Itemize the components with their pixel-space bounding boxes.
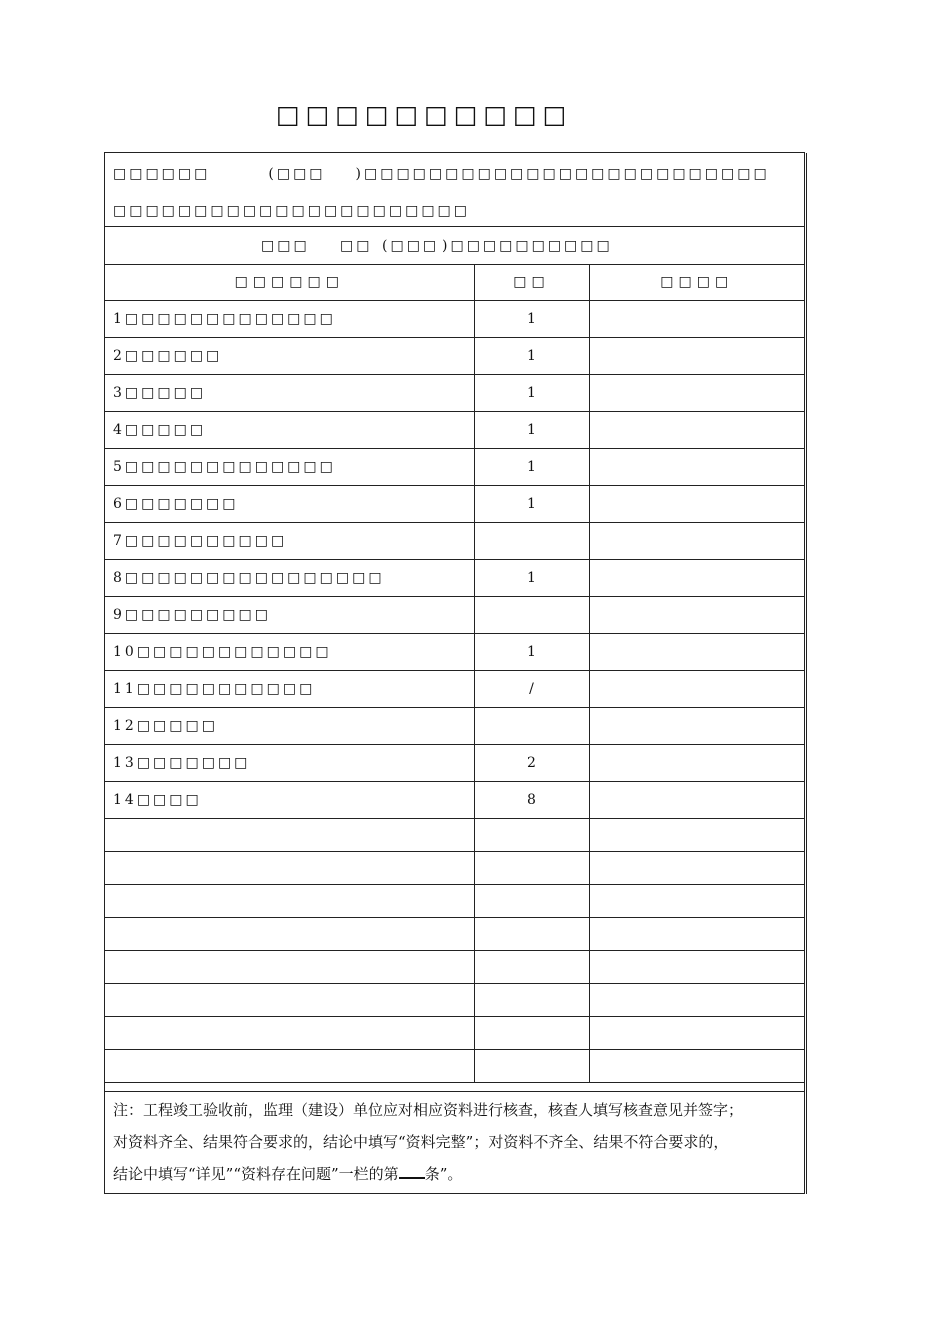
row-opinion-cell[interactable] (589, 375, 804, 412)
table-row (105, 523, 804, 560)
header-line-1-part-a: □□□□□□ (113, 166, 211, 182)
row-count-cell: 1 (474, 412, 589, 449)
empty-cell[interactable] (589, 819, 804, 852)
row-item-cell: 3□□□□□ (105, 375, 474, 412)
empty-cell[interactable] (589, 984, 804, 1017)
table-row (105, 671, 804, 708)
row-item-cell: 5□□□□□□□□□□□□□ (105, 449, 474, 486)
empty-cell[interactable] (589, 951, 804, 984)
row-opinion-cell[interactable] (589, 708, 804, 745)
subheader-part-a: □□□ (261, 238, 310, 254)
row-opinion-cell[interactable] (589, 671, 804, 708)
note-line-3-part-a: 结论中填写“详见”“资料存在问题”一栏的第 (113, 1165, 399, 1183)
empty-cell[interactable] (474, 918, 589, 951)
column-header-opinion: □□□□ (589, 264, 804, 301)
row-item-cell: 6□□□□□□□ (105, 486, 474, 523)
header-line-2: □□□□□□□□□□□□□□□□□□□□□□ (113, 203, 471, 219)
empty-cell[interactable] (589, 1050, 804, 1083)
table-row (105, 449, 804, 486)
row-item-cell: 4□□□□□ (105, 412, 474, 449)
empty-table-row (105, 1050, 804, 1083)
row-count-cell (474, 597, 589, 634)
empty-cell[interactable] (474, 1017, 589, 1050)
table-row (105, 560, 804, 597)
row-count-cell: 2 (474, 745, 589, 782)
empty-cell[interactable] (105, 918, 474, 951)
column-header-item: □□□□□□ (105, 264, 474, 301)
row-opinion-cell[interactable] (589, 634, 804, 671)
row-count-cell: 1 (474, 375, 589, 412)
row-item-cell: 10□□□□□□□□□□□□ (105, 634, 474, 671)
note-line-3 (113, 1158, 796, 1190)
table-row (105, 375, 804, 412)
row-count-cell: 8 (474, 782, 589, 819)
row-count-cell: 1 (474, 486, 589, 523)
subheader-part-d: )□□□□□□□□□□ (442, 238, 613, 254)
header-line-1 (113, 166, 770, 182)
note-line-2: 对资料齐全、结果符合要求的，结论中填写“资料完整”；对资料不齐全、结果不符合要求的， (113, 1133, 729, 1151)
empty-cell[interactable] (474, 984, 589, 1017)
row-count-cell: 1 (474, 338, 589, 375)
row-opinion-cell[interactable] (589, 338, 804, 375)
empty-cell[interactable] (105, 852, 474, 885)
empty-cell[interactable] (105, 984, 474, 1017)
table-row (105, 338, 804, 375)
row-item-cell: 1□□□□□□□□□□□□□ (105, 301, 474, 338)
row-count-cell: / (474, 671, 589, 708)
subheader-part-b: □□ (340, 238, 373, 254)
empty-table-row (105, 852, 804, 885)
empty-cell[interactable] (105, 885, 474, 918)
column-header-count: □□ (474, 264, 589, 301)
row-item-cell: 7□□□□□□□□□□ (105, 523, 474, 560)
empty-cell[interactable] (474, 951, 589, 984)
table-row (105, 745, 804, 782)
empty-cell[interactable] (474, 885, 589, 918)
empty-table-row (105, 951, 804, 984)
row-opinion-cell[interactable] (589, 449, 804, 486)
row-item-cell: 8□□□□□□□□□□□□□□□□ (105, 560, 474, 597)
inspection-form (104, 152, 805, 1194)
empty-table-row (105, 918, 804, 951)
row-opinion-cell[interactable] (589, 523, 804, 560)
table-row (105, 301, 804, 338)
table-header-row (105, 264, 804, 301)
empty-table-row (105, 1017, 804, 1050)
note-line-3-part-b: 条”。 (424, 1165, 463, 1183)
row-item-cell: 12□□□□□ (105, 708, 474, 745)
empty-cell[interactable] (589, 852, 804, 885)
row-count-cell (474, 708, 589, 745)
row-opinion-cell[interactable] (589, 745, 804, 782)
row-count-cell: 1 (474, 634, 589, 671)
document-checklist-table (105, 264, 804, 1083)
row-count-cell (474, 523, 589, 560)
row-item-cell: 9□□□□□□□□□ (105, 597, 474, 634)
empty-cell[interactable] (105, 819, 474, 852)
table-row (105, 412, 804, 449)
row-opinion-cell[interactable] (589, 301, 804, 338)
empty-cell[interactable] (105, 1050, 474, 1083)
header-line-1-part-c: )□□□□□□□□□□□□□□□□□□□□□□□□□ (355, 166, 770, 182)
empty-cell[interactable] (474, 1050, 589, 1083)
table-row (105, 486, 804, 523)
empty-cell[interactable] (589, 1017, 804, 1050)
table-row (105, 597, 804, 634)
row-count-cell: 1 (474, 301, 589, 338)
form-note (105, 1091, 804, 1193)
table-row (105, 782, 804, 819)
note-line-1: 注：工程竣工验收前，监理（建设）单位应对相应资料进行核查，核查人填写核查意见并签字； (113, 1101, 744, 1119)
empty-table-row (105, 984, 804, 1017)
row-opinion-cell[interactable] (589, 597, 804, 634)
form-header (105, 153, 804, 227)
empty-cell[interactable] (105, 951, 474, 984)
row-item-cell: 14□□□□ (105, 782, 474, 819)
row-count-cell: 1 (474, 560, 589, 597)
row-opinion-cell[interactable] (589, 412, 804, 449)
empty-cell[interactable] (105, 1017, 474, 1050)
empty-cell[interactable] (589, 918, 804, 951)
row-item-cell: 2□□□□□□ (105, 338, 474, 375)
header-line-1-part-b: (□□□ (268, 166, 326, 182)
subheader-part-c: (□□□ (382, 238, 440, 254)
row-opinion-cell[interactable] (589, 782, 804, 819)
row-item-cell: 13□□□□□□□ (105, 745, 474, 782)
row-count-cell: 1 (474, 449, 589, 486)
document-title: □□□□□□□□□□ (276, 100, 573, 129)
empty-cell[interactable] (589, 885, 804, 918)
table-row (105, 708, 804, 745)
form-subheader (105, 226, 804, 265)
row-item-cell: 11□□□□□□□□□□□ (105, 671, 474, 708)
empty-cell[interactable] (474, 819, 589, 852)
empty-cell[interactable] (474, 852, 589, 885)
empty-table-row (105, 819, 804, 852)
empty-table-row (105, 885, 804, 918)
row-opinion-cell[interactable] (589, 486, 804, 523)
fill-in-blank[interactable] (399, 1162, 425, 1179)
row-opinion-cell[interactable] (589, 560, 804, 597)
table-row (105, 634, 804, 671)
